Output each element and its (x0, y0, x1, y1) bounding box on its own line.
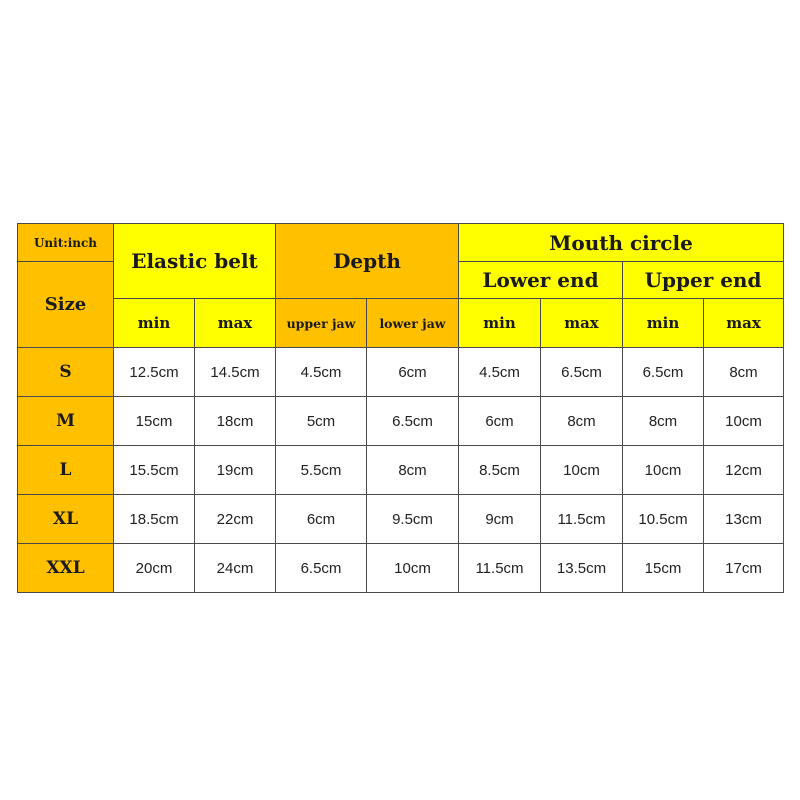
table-cell: 12cm (704, 446, 784, 495)
table-row-l (18, 446, 784, 495)
table-cell: 10cm (541, 446, 623, 495)
table-cell: 15cm (114, 397, 195, 446)
table-cell: 19cm (195, 446, 276, 495)
table-cell: 20cm (114, 544, 195, 593)
table-cell: 9.5cm (367, 495, 459, 544)
upper-end-header: Upper end (623, 262, 784, 299)
unit-label: Unit:inch (18, 224, 114, 262)
depth-lower-jaw-header: lower jaw (367, 299, 459, 348)
lower-end-max-header: max (541, 299, 623, 348)
table-cell: 4.5cm (276, 348, 367, 397)
table-cell: 12.5cm (114, 348, 195, 397)
table-cell: 15.5cm (114, 446, 195, 495)
elastic-belt-max-header: max (195, 299, 276, 348)
table-cell: 22cm (195, 495, 276, 544)
size-label: S (18, 348, 114, 397)
table-cell: 14.5cm (195, 348, 276, 397)
table-cell: 17cm (704, 544, 784, 593)
table-cell: 8cm (704, 348, 784, 397)
table-cell: 24cm (195, 544, 276, 593)
table-row-s (18, 348, 784, 397)
elastic-belt-header: Elastic belt (114, 224, 276, 299)
table-cell: 8cm (367, 446, 459, 495)
table-cell: 10cm (367, 544, 459, 593)
table-cell: 10cm (623, 446, 704, 495)
depth-upper-jaw-header: upper jaw (276, 299, 367, 348)
table-cell: 8.5cm (459, 446, 541, 495)
elastic-belt-min-header: min (114, 299, 195, 348)
size-label: M (18, 397, 114, 446)
table-cell: 8cm (623, 397, 704, 446)
size-label: L (18, 446, 114, 495)
table-cell: 6cm (276, 495, 367, 544)
header-row-3 (18, 299, 784, 348)
upper-end-min-header: min (623, 299, 704, 348)
table-cell: 18.5cm (114, 495, 195, 544)
depth-header: Depth (276, 224, 459, 299)
table-cell: 10.5cm (623, 495, 704, 544)
table-cell: 15cm (623, 544, 704, 593)
table-cell: 11.5cm (541, 495, 623, 544)
table-cell: 13cm (704, 495, 784, 544)
table-cell: 6.5cm (276, 544, 367, 593)
table-cell: 6.5cm (623, 348, 704, 397)
table-cell: 10cm (704, 397, 784, 446)
size-label: XXL (18, 544, 114, 593)
table-cell: 6.5cm (541, 348, 623, 397)
mouth-circle-header: Mouth circle (459, 224, 784, 262)
table-cell: 8cm (541, 397, 623, 446)
table-cell: 18cm (195, 397, 276, 446)
table-cell: 6.5cm (367, 397, 459, 446)
table-cell: 6cm (367, 348, 459, 397)
lower-end-min-header: min (459, 299, 541, 348)
size-column-header: Size (18, 262, 114, 348)
upper-end-max-header: max (704, 299, 784, 348)
table-row-xl (18, 495, 784, 544)
table-row-m (18, 397, 784, 446)
table-cell: 11.5cm (459, 544, 541, 593)
table-cell: 5.5cm (276, 446, 367, 495)
size-label: XL (18, 495, 114, 544)
header-row-1 (18, 224, 784, 262)
table-cell: 5cm (276, 397, 367, 446)
table-cell: 6cm (459, 397, 541, 446)
table-cell: 4.5cm (459, 348, 541, 397)
table-cell: 13.5cm (541, 544, 623, 593)
lower-end-header: Lower end (459, 262, 623, 299)
table-row-xxl (18, 544, 784, 593)
table-cell: 9cm (459, 495, 541, 544)
size-chart-table (17, 223, 784, 593)
